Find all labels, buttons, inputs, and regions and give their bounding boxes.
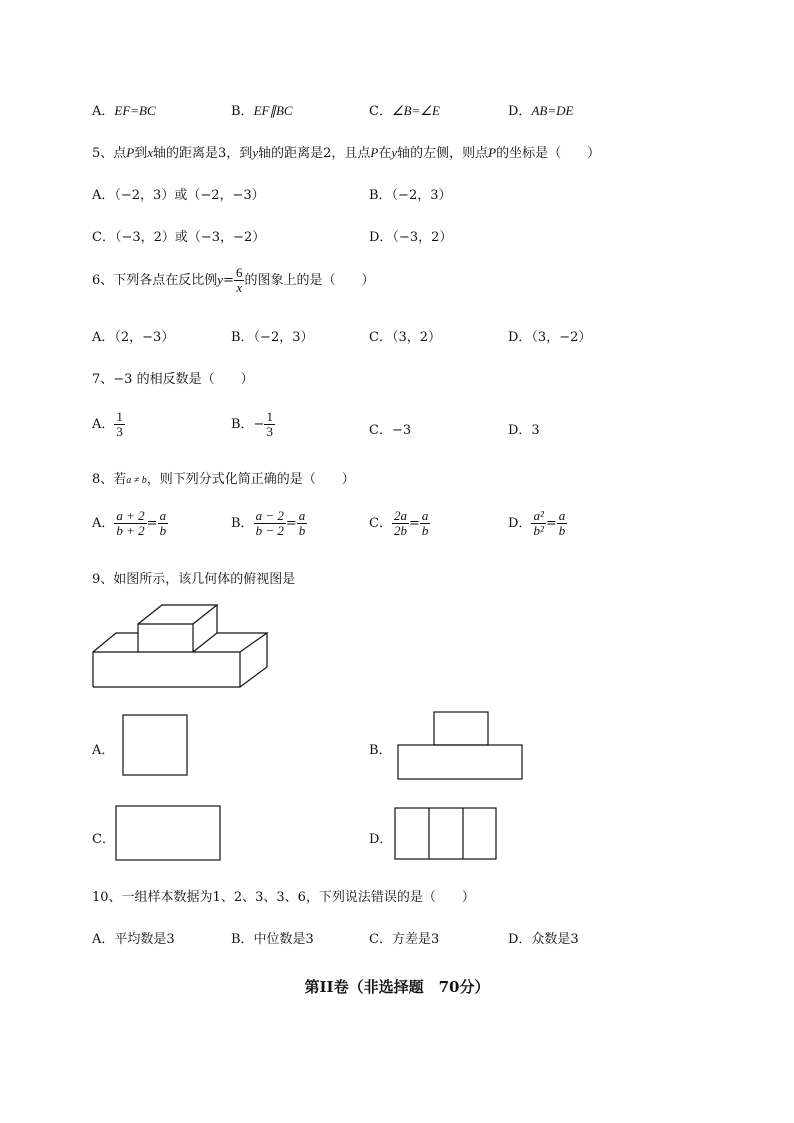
q7-stem: 7、−3 的相反数是（ ） — [92, 372, 254, 387]
q5-option-d: D．（−3，2） — [369, 230, 453, 245]
q10-option-b: B．中位数是3 — [231, 932, 314, 947]
q9-option-c-label: C． — [92, 832, 115, 847]
q9-option-b-label: B． — [369, 743, 392, 758]
q4-option-b: B．EF∥BC — [231, 103, 293, 119]
q6-option-c: C．（3，2） — [369, 330, 441, 345]
q8-stem: 8、若a ≠ b，则下列分式化简正确的是（ ） — [92, 472, 355, 487]
q7-option-a: A． $\frac{1}{3}$ — [92, 409, 123, 439]
q4-option-d: D．AB=DE — [508, 103, 574, 119]
q9-stem: 9、如图所示，该几何体的俯视图是 — [92, 572, 296, 587]
q7-option-d: D．3 — [508, 423, 540, 438]
section-title: 第II卷（非选择题 70分） — [304, 978, 490, 996]
q6-stem: 6、下列各点在反比例y= $\frac{6}{x}$ 的图象上的是（ ） — [92, 265, 375, 295]
q10-option-d: D．众数是3 — [508, 932, 579, 947]
q6-option-b: B．（−2，3） — [231, 330, 314, 345]
q4-option-a: A．EF=BC — [92, 103, 156, 119]
q8-option-d: D． $\frac{\text{a²}}{\text{b²}}$ = $\frac{a}{b}$ — [508, 508, 566, 538]
q8-option-c: C． $\frac{2a}{2b}$ = $\frac{a}{b}$ — [369, 508, 429, 538]
q5-option-b: B．（−2，3） — [369, 188, 452, 203]
q8-option-a: A． $\frac{a + 2}{b + 2}$ = $\frac{a}{b}$ — [92, 508, 167, 538]
q5-stem: 5、点P到x轴的距离是3，到y轴的距离是2，且点P在y轴的左侧，则点P的坐标是（ ） — [92, 145, 601, 161]
q7-option-c: C．−3 — [369, 423, 412, 438]
q8-option-b: B． $\frac{a - 2}{b - 2}$ = $\frac{a}{b}$ — [231, 508, 306, 538]
q6-fraction: $\frac{6}{x}$ — [235, 265, 243, 295]
q4-option-c: C．∠B=∠E — [369, 103, 440, 119]
q10-stem: 10、一组样本数据为1、2、3、3、6，下列说法错误的是（ ） — [92, 890, 475, 905]
q5-option-c: C．（−3，2）或（−3，−2） — [92, 230, 266, 245]
q10-option-c: C．方差是3 — [369, 932, 440, 947]
q9-option-d-label: D． — [369, 832, 393, 847]
q6-option-a: A．（2，−3） — [92, 330, 175, 345]
q7-option-b: B．− $\frac{1}{3}$ — [231, 409, 273, 439]
q6-option-d: D．（3，−2） — [508, 330, 592, 345]
q10-option-a: A．平均数是3 — [92, 932, 175, 947]
q5-option-a: A．（−2，3）或（−2，−3） — [92, 188, 265, 203]
q9-option-a-label: A． — [92, 743, 115, 758]
